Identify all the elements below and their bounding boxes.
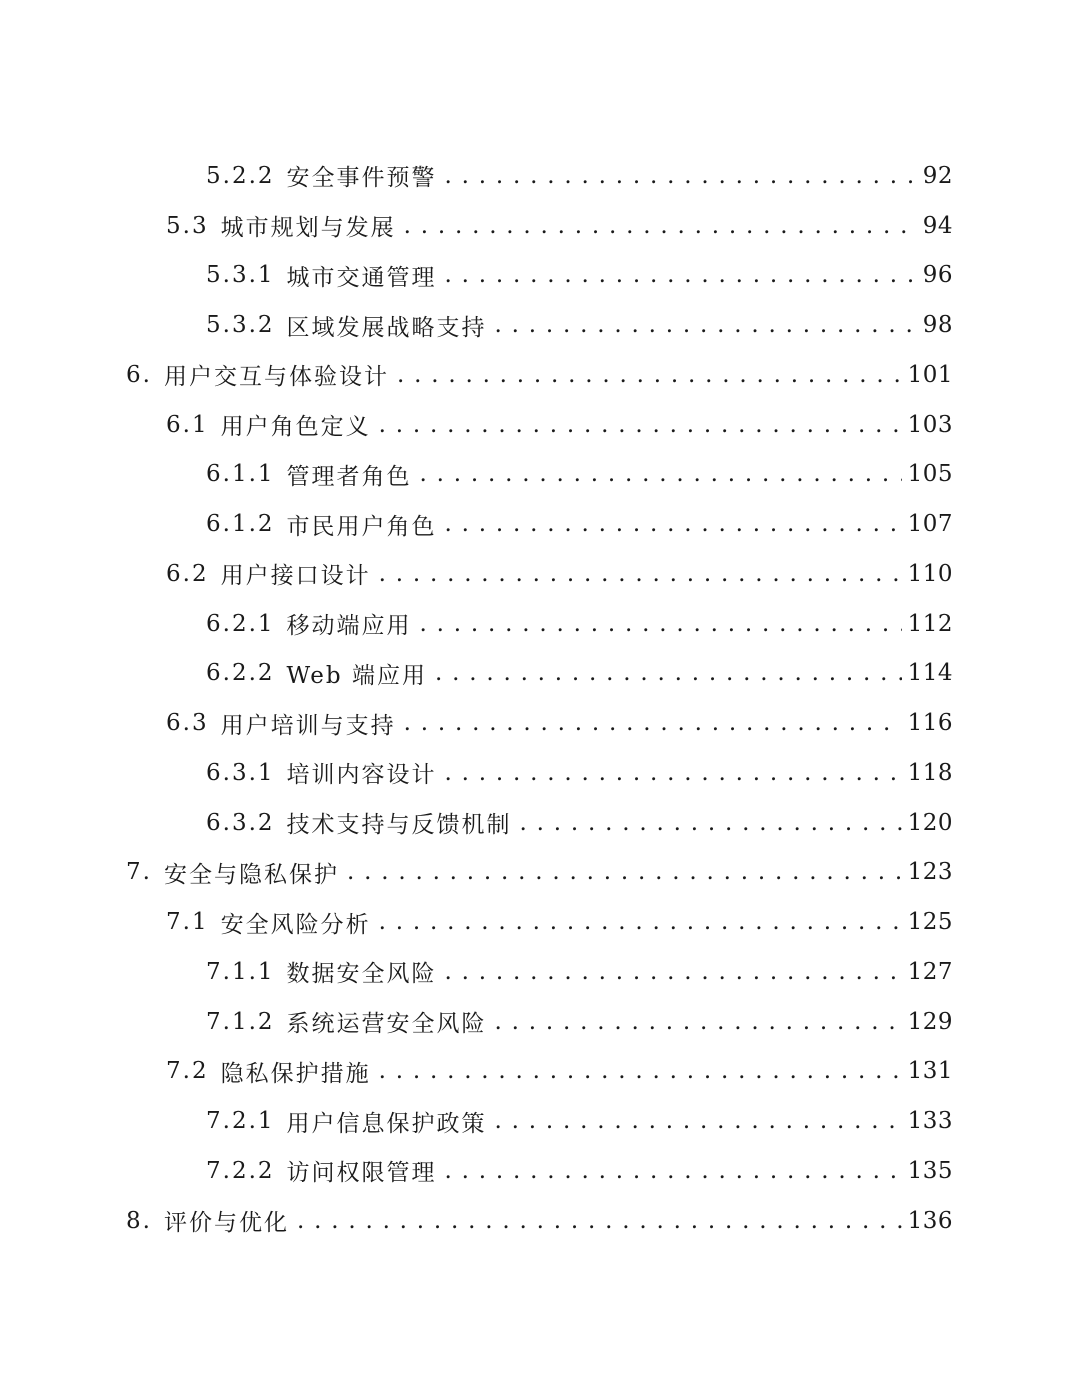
toc-entry-page-number: 120 <box>907 809 953 836</box>
toc-entry-page-number: 98 <box>922 312 953 339</box>
toc-entry-number: 5.2.2 <box>206 162 275 189</box>
toc-entry-title: 访问权限管理 <box>286 1160 437 1187</box>
toc-entry[interactable] <box>0 748 1080 798</box>
toc-entry[interactable] <box>0 698 1080 748</box>
toc-entry-page-number: 103 <box>907 411 953 438</box>
toc-entry-title: Web 端应用 <box>286 662 427 689</box>
toc-entry-number: 6.1 <box>166 411 209 438</box>
toc-entry-number: 7.2 <box>166 1058 209 1085</box>
toc-entry-title: 市民用户角色 <box>286 513 437 540</box>
toc-dot-leader <box>520 809 902 837</box>
toc-entry[interactable] <box>0 848 1080 898</box>
toc-dot-leader <box>435 659 902 687</box>
toc-entry-title: 城市规划与发展 <box>220 215 396 242</box>
toc-entry-number: 7.1.2 <box>206 1008 275 1035</box>
toc-entry-title: 移动端应用 <box>286 613 412 640</box>
toc-entry-title: 安全与隐私保护 <box>163 861 339 888</box>
toc-entry-title: 评价与优化 <box>163 1210 289 1237</box>
toc-dot-leader <box>495 311 917 339</box>
toc-entry[interactable] <box>0 649 1080 699</box>
toc-entry-page-number: 135 <box>907 1157 953 1184</box>
toc-entry-number: 5.3.1 <box>206 262 275 289</box>
toc-entry-number: 7. <box>126 859 152 886</box>
toc-entry-page-number: 96 <box>922 262 953 289</box>
toc-entry[interactable] <box>0 450 1080 500</box>
toc-dot-leader <box>445 759 902 787</box>
toc-dot-leader <box>445 1157 902 1185</box>
toc-entry[interactable] <box>0 151 1080 201</box>
toc-dot-leader <box>420 610 902 638</box>
toc-dot-leader <box>397 361 902 389</box>
toc-entry-title: 用户信息保护政策 <box>286 1110 487 1137</box>
toc-dot-leader <box>445 261 917 289</box>
toc-entry-page-number: 125 <box>907 909 953 936</box>
toc-entry-page-number: 127 <box>907 958 953 985</box>
toc-entry-title: 隐私保护措施 <box>220 1060 371 1087</box>
toc-entry-page-number: 112 <box>907 610 953 637</box>
table-of-contents <box>0 151 1080 1246</box>
toc-entry-title: 安全风险分析 <box>220 911 371 938</box>
toc-entry[interactable] <box>0 549 1080 599</box>
toc-entry-title: 用户交互与体验设计 <box>163 364 389 391</box>
toc-entry-number: 7.2.1 <box>206 1108 275 1135</box>
toc-dot-leader <box>445 958 902 986</box>
toc-dot-leader <box>495 1008 902 1036</box>
toc-entry-title: 区域发展战略支持 <box>286 314 487 341</box>
toc-entry-page-number: 110 <box>907 560 953 587</box>
toc-entry-title: 技术支持与反馈机制 <box>286 812 512 839</box>
toc-entry[interactable] <box>0 400 1080 450</box>
toc-entry-page-number: 133 <box>907 1108 953 1135</box>
toc-dot-leader <box>445 162 917 190</box>
toc-dot-leader <box>379 1057 902 1085</box>
toc-entry-page-number: 92 <box>922 162 953 189</box>
toc-entry-page-number: 136 <box>907 1207 953 1234</box>
toc-entry-title: 系统运营安全风险 <box>286 1011 487 1038</box>
toc-entry-number: 7.2.2 <box>206 1157 275 1184</box>
toc-entry[interactable] <box>0 1096 1080 1146</box>
toc-entry[interactable] <box>0 499 1080 549</box>
toc-entry[interactable] <box>0 997 1080 1047</box>
toc-dot-leader <box>420 460 902 488</box>
toc-entry-number: 6.2.2 <box>206 660 275 687</box>
toc-dot-leader <box>404 212 917 240</box>
toc-entry-number: 8. <box>126 1207 152 1234</box>
toc-entry-page-number: 107 <box>907 511 953 538</box>
toc-entry-page-number: 94 <box>922 212 953 239</box>
toc-entry-title: 城市交通管理 <box>286 264 437 291</box>
toc-entry-page-number: 116 <box>907 710 953 737</box>
toc-dot-leader <box>379 411 902 439</box>
toc-entry-number: 5.3.2 <box>206 312 275 339</box>
toc-entry-number: 7.1 <box>166 909 209 936</box>
toc-entry-page-number: 105 <box>907 461 953 488</box>
toc-entry[interactable] <box>0 599 1080 649</box>
toc-entry-number: 6.2 <box>166 560 209 587</box>
toc-entry-title: 数据安全风险 <box>286 961 437 988</box>
toc-entry[interactable] <box>0 201 1080 251</box>
toc-entry[interactable] <box>0 798 1080 848</box>
toc-entry-page-number: 123 <box>907 859 953 886</box>
toc-entry[interactable] <box>0 300 1080 350</box>
toc-entry[interactable] <box>0 1146 1080 1196</box>
toc-entry-number: 6.2.1 <box>206 610 275 637</box>
toc-entry-number: 6.3 <box>166 710 209 737</box>
toc-entry[interactable] <box>0 251 1080 301</box>
toc-entry-number: 6. <box>126 361 152 388</box>
toc-dot-leader <box>297 1207 902 1235</box>
toc-entry-page-number: 129 <box>907 1008 953 1035</box>
toc-dot-leader <box>445 510 902 538</box>
toc-entry-title: 用户角色定义 <box>220 414 371 441</box>
toc-entry[interactable] <box>0 1047 1080 1097</box>
toc-entry-number: 5.3 <box>166 212 209 239</box>
toc-entry-page-number: 131 <box>907 1058 953 1085</box>
toc-entry[interactable] <box>0 947 1080 997</box>
toc-entry[interactable] <box>0 1196 1080 1246</box>
toc-dot-leader <box>379 908 902 936</box>
toc-entry-title: 培训内容设计 <box>286 762 437 789</box>
toc-entry-title: 用户培训与支持 <box>220 712 396 739</box>
toc-dot-leader <box>347 858 902 886</box>
toc-entry-title: 用户接口设计 <box>220 563 371 590</box>
toc-entry-number: 6.1.2 <box>206 511 275 538</box>
toc-dot-leader <box>495 1107 902 1135</box>
toc-entry-number: 7.1.1 <box>206 958 275 985</box>
toc-entry-page-number: 118 <box>907 759 953 786</box>
toc-entry-title: 管理者角色 <box>286 463 412 490</box>
toc-entry[interactable] <box>0 897 1080 947</box>
toc-entry-number: 6.3.1 <box>206 759 275 786</box>
toc-entry-title: 安全事件预警 <box>286 165 437 192</box>
toc-dot-leader <box>379 560 902 588</box>
toc-entry[interactable] <box>0 350 1080 400</box>
toc-entry-number: 6.3.2 <box>206 809 275 836</box>
toc-entry-page-number: 101 <box>907 361 953 388</box>
toc-entry-number: 6.1.1 <box>206 461 275 488</box>
toc-entry-page-number: 114 <box>907 660 953 687</box>
toc-dot-leader <box>404 709 902 737</box>
